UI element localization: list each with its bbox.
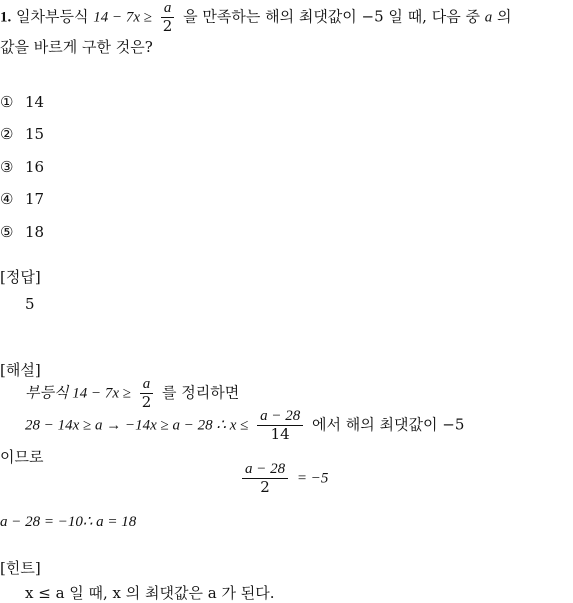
solution-line-1: 부등식 14 − 7x ≥ $\frac{a}{2}$ 를 정리하면 — [25, 376, 240, 411]
solution-fraction-1: $\frac{a}{2}$ — [141, 376, 152, 411]
question-text-2: 을 만족하는 해의 최댓값이 −5 일 때, 다음 중 — [183, 7, 480, 26]
question-number: 1. — [0, 9, 12, 26]
answer-label: [정답] — [0, 268, 41, 286]
question-inequality: 14 − 7x ≥ — [93, 9, 153, 26]
solution-fraction-3: $\frac{a - 28}{2}$ — [242, 461, 288, 496]
hint-label: [힌트] — [0, 559, 41, 577]
question-var: a — [484, 9, 493, 26]
choice-2[interactable]: ② 15 — [0, 125, 45, 143]
question-fraction: $\frac{a}{2}$ — [162, 0, 173, 35]
question-text-3: 의 — [497, 7, 512, 26]
hint-text: x ≤ a 일 때, x 의 최댓값은 a 가 된다. — [25, 584, 275, 602]
answer-value: 5 — [25, 295, 35, 313]
question-line-2: 값을 바르게 구한 것은? — [0, 38, 153, 56]
solution-line-4: $\frac{a - 28}{2}$ = −5 — [238, 461, 328, 496]
choice-3[interactable]: ③ 16 — [0, 158, 45, 176]
choice-1[interactable]: ① 14 — [0, 93, 45, 111]
solution-line-5: a − 28 = −10∴ a = 18 — [0, 514, 137, 530]
solution-fraction-2: $\frac{a - 28}{14}$ — [257, 408, 303, 443]
solution-line-2: 28 − 14x ≥ a → −14x ≥ a − 28 ∴ x ≤ $\frac{a - 28}{14}$ 에서 해의 최댓값이 −5 — [25, 408, 465, 443]
solution-line-3: 이므로 — [0, 448, 44, 466]
solution-label: [해설] — [0, 361, 41, 379]
question-line-1 — [0, 0, 512, 35]
choice-4[interactable]: ④ 17 — [0, 190, 45, 208]
choice-5[interactable]: ⑤ 18 — [0, 223, 45, 241]
question-text-1: 일차부등식 — [16, 7, 89, 26]
